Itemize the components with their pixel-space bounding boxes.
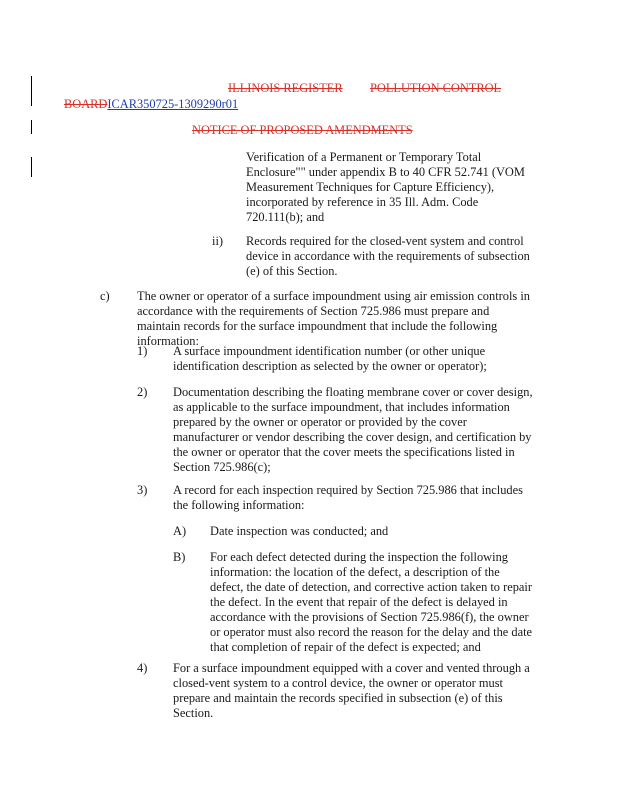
subsection-c-label: c) (100, 289, 110, 303)
document-code-link[interactable]: ICAR350725-1309290r01 (107, 97, 239, 111)
item-A-text: Date inspection was conducted; and (210, 524, 389, 538)
item-ii-text: Records required for the closed-vent system and control device in accordance with the requirements of subsection (e) of this Section. (246, 234, 530, 278)
item-3-text: A record for each inspection required by Section 725.986 that includes the following information: (173, 483, 523, 512)
board-name-line1: POLLUTION CONTROL (370, 81, 502, 95)
item-2-text: Documentation describing the floating membrane cover or cover design, as applicable to the surface impoundment, that includes information prepared by the owner or operator or provided by the cover manufacturer or vendor describing the cover design, and certification by the owner or operator that the cover meets the specifications listed in Section 725.986(c); (173, 385, 533, 474)
board-name-line2: BOARD (64, 97, 108, 111)
item-3-label: 3) (137, 483, 148, 497)
change-bar (31, 157, 32, 177)
item-A-label: A) (173, 524, 187, 538)
item-4-text: For a surface impoundment equipped with a cover and vented through a closed-vent system to a control device, the owner or operator must prepare and maintain the records specified in subsection (e) of this Section. (173, 661, 530, 720)
header-line2 (64, 97, 238, 112)
item-2-label: 2) (137, 385, 148, 399)
item-B-text: For each defect detected during the inspection the following information: the location of the defect, a description of the defect, the date of detection, and corrective action taken to repair the defect. In the event that repair of the defect is delayed in accordance with the provisions of Section 725.986(f), the owner or operator must also record the reason for the delay and the date that completion of repair of the defect is expected; and (210, 550, 533, 654)
subsection-c-text: The owner or operator of a surface impoundment using air emission controls in accordance with the requirements of Section 725.986 must prepare and maintain records for the surface impoundment that include the following information: (137, 289, 530, 348)
item-1-label: 1) (137, 344, 148, 358)
item-B-label: B) (173, 550, 186, 564)
change-bar (31, 120, 32, 134)
item-4-label: 4) (137, 661, 148, 675)
item-ii-label: ii) (212, 234, 224, 248)
notice-title: NOTICE OF PROPOSED AMENDMENTS (192, 123, 413, 137)
item-i-text: Verification of a Permanent or Temporary Total Enclosure"" under appendix B to 40 CFR 52.741 (VOM Measurement Techniques for Capture Efficiency), incorporated by reference in 35 Ill. Adm. Code 720.111(b); and (246, 150, 525, 224)
change-bar (31, 76, 32, 106)
item-1-text: A surface impoundment identification number (or other unique identification description as selected by the owner or operator); (173, 344, 487, 373)
register-title: ILLINOIS REGISTER (228, 81, 343, 95)
